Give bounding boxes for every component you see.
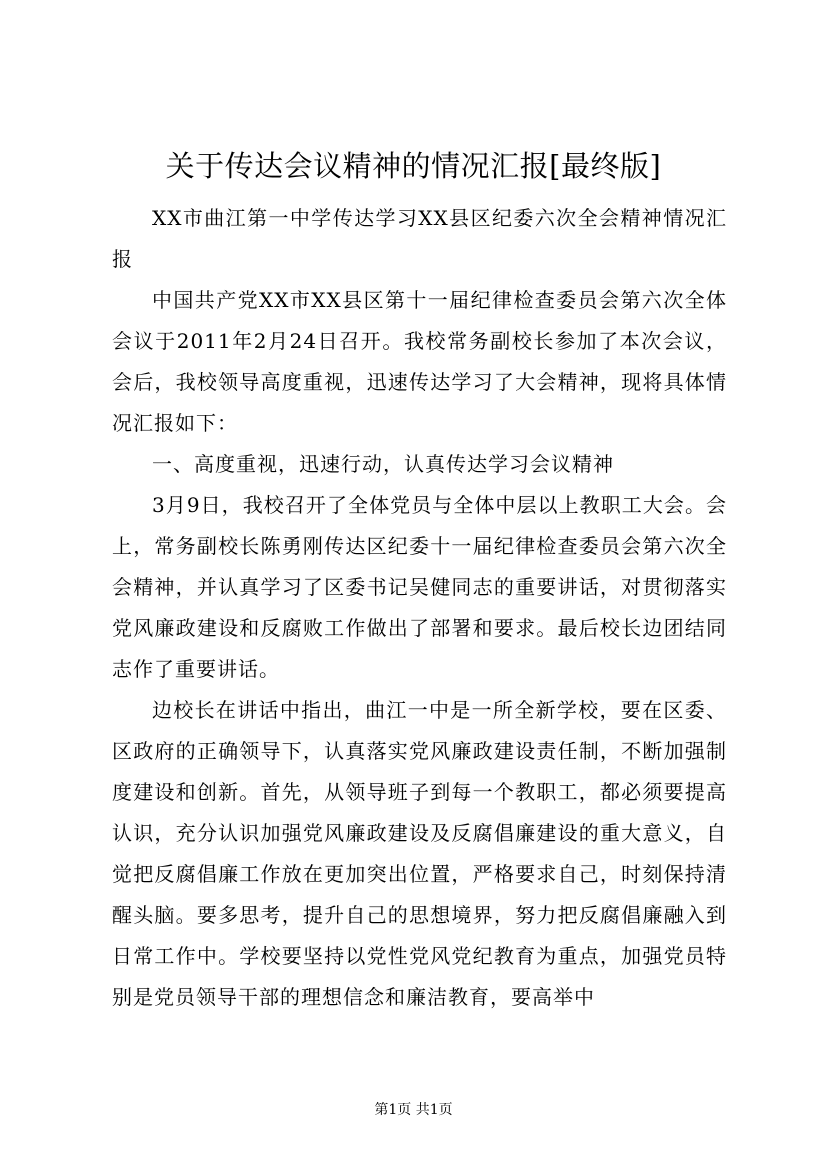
paragraph-subtitle: XX市曲江第一中学传达学习XX县区纪委六次全会精神情况汇报 [112,206,727,271]
paragraph-speech: 边校长在讲话中指出，曲江一中是一所全新学校，要在区委、区政府的正确领导下，认真落实党风廉政建设责任制，不断加强制度建设和创新。首先，从领导班子到每一个教职工，都必须要提高认识，充分认识加强党风廉政建设及反腐倡廉建设的重大意义，自觉把反腐倡廉工作放在更加突出位置，严格要求自己，时刻保持清醒头脑。要多思考，提升自己的思想境界，努力把反腐倡廉融入到日常工作中。学校要坚持以党性党风党纪教育为重点，加强党员特别是党员领导干部的理想信念和廉洁教育，要高举中 [112,698,727,1009]
paragraph-meeting: 3月9日，我校召开了全体党员与全体中层以上教职工大会。会上，常务副校长陈勇刚传达区纪委十一届纪律检查委员会第六次全会精神，并认真学习了区委书记吴健同志的重要讲话，对贯彻落实党风廉政建设和反腐败工作做出了部署和要求。最后校长边团结同志作了重要讲话。 [112,493,727,681]
section-heading-1: 一、高度重视，迅速行动，认真传达学习会议精神 [152,452,614,476]
paragraph-intro: 中国共产党XX市XX县区第十一届纪律检查委员会第六次全体会议于2011年2月24日召开。我校常务副校长参加了本次会议，会后，我校领导高度重视，迅速传达学习了大会精神，现将具体情况汇报如下： [112,288,727,435]
page-number-footer: 第1页 共1页 [374,1102,453,1118]
document-body [112,198,727,1018]
document-title: 关于传达会议精神的情况汇报[最终版] [165,149,662,183]
